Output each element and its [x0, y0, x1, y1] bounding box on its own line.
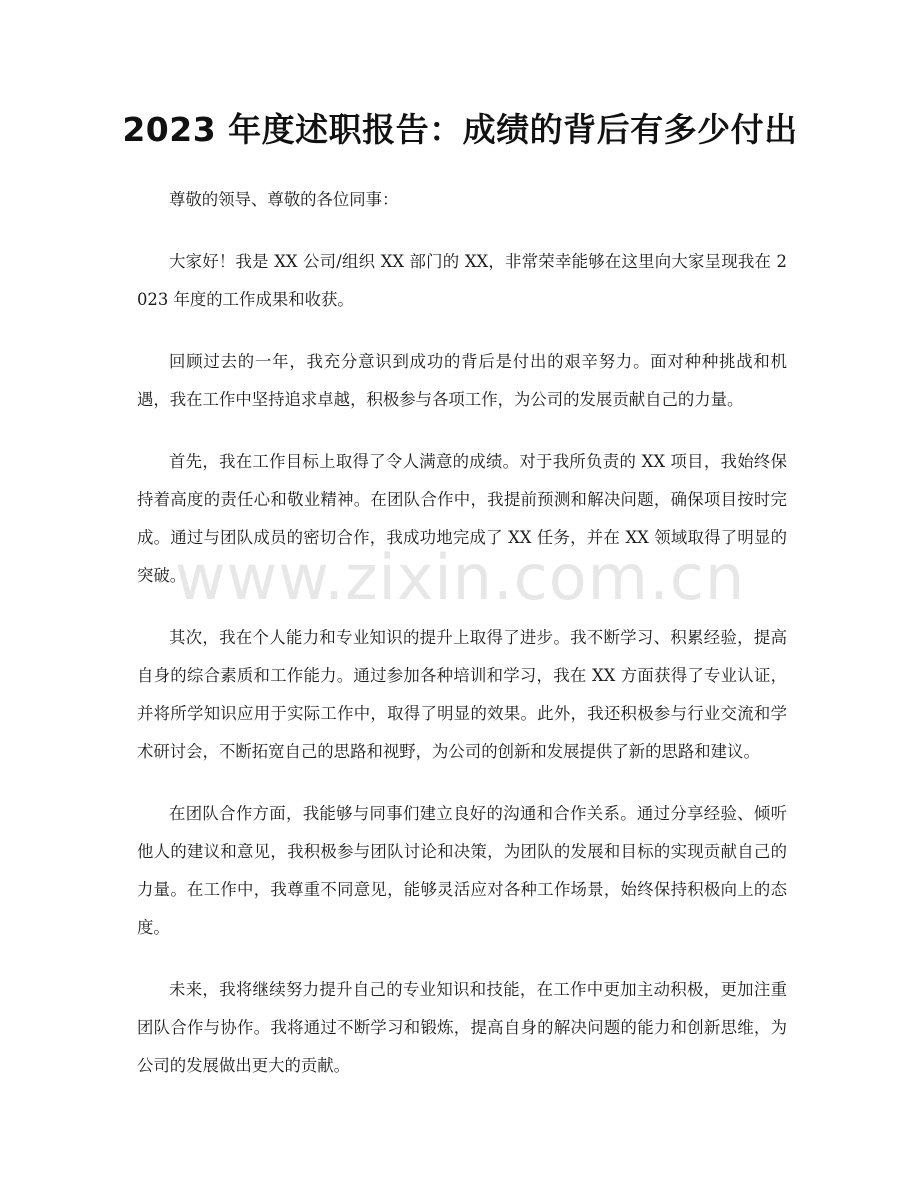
salutation-paragraph: 尊敬的领导、尊敬的各位同事：	[169, 190, 399, 209]
future-plan-paragraph: 未来，我将继续努力提升自己的专业知识和技能，在工作中更加主动积极，更加注重团队合作与协作。我将通过不断学习和锻炼，提高自身的解决问题的能力和创新思维，为公司的发展做出更大的贡献。	[137, 980, 787, 1075]
document-title: 2023 年度述职报告：成绩的背后有多少付出	[122, 110, 798, 149]
greeting-paragraph: 大家好！我是 XX 公司/组织 XX 部门的 XX，非常荣幸能够在这里向大家呈现我在 2023 年度的工作成果和收获。	[137, 252, 787, 309]
watermark: www.zixin.com.cn	[174, 541, 746, 614]
personal-growth-paragraph: 其次，我在个人能力和专业知识的提升上取得了进步。我不断学习、积累经验，提高自身的综合素质和工作能力。通过参加各种培训和学习，我在 XX 方面获得了专业认证，并将所学知识应用于实际工作中，取得了明显的效果。此外，我还积极参与行业交流和学术研讨会，不断拓宽自己的思路和视野，为公司的创新和发展提供了新的思路和建议。	[137, 628, 787, 761]
work-goals-paragraph: 首先，我在工作目标上取得了令人满意的成绩。对于我所负责的 XX 项目，我始终保持着高度的责任心和敬业精神。在团队合作中，我提前预测和解决问题，确保项目按时完成。通过与团队成员的密切合作，我成功地完成了 XX 任务，并在 XX 领域取得了明显的突破。	[137, 452, 787, 585]
document-body	[137, 181, 787, 1109]
review-paragraph: 回顾过去的一年，我充分意识到成功的背后是付出的艰辛努力。面对种种挑战和机遇，我在工作中坚持追求卓越，积极参与各项工作，为公司的发展贡献自己的力量。	[137, 352, 787, 409]
teamwork-paragraph: 在团队合作方面，我能够与同事们建立良好的沟通和合作关系。通过分享经验、倾听他人的建议和意见，我积极参与团队讨论和决策，为团队的发展和目标的实现贡献自己的力量。在工作中，我尊重不同意见，能够灵活应对各种工作场景，始终保持积极向上的态度。	[137, 804, 787, 937]
